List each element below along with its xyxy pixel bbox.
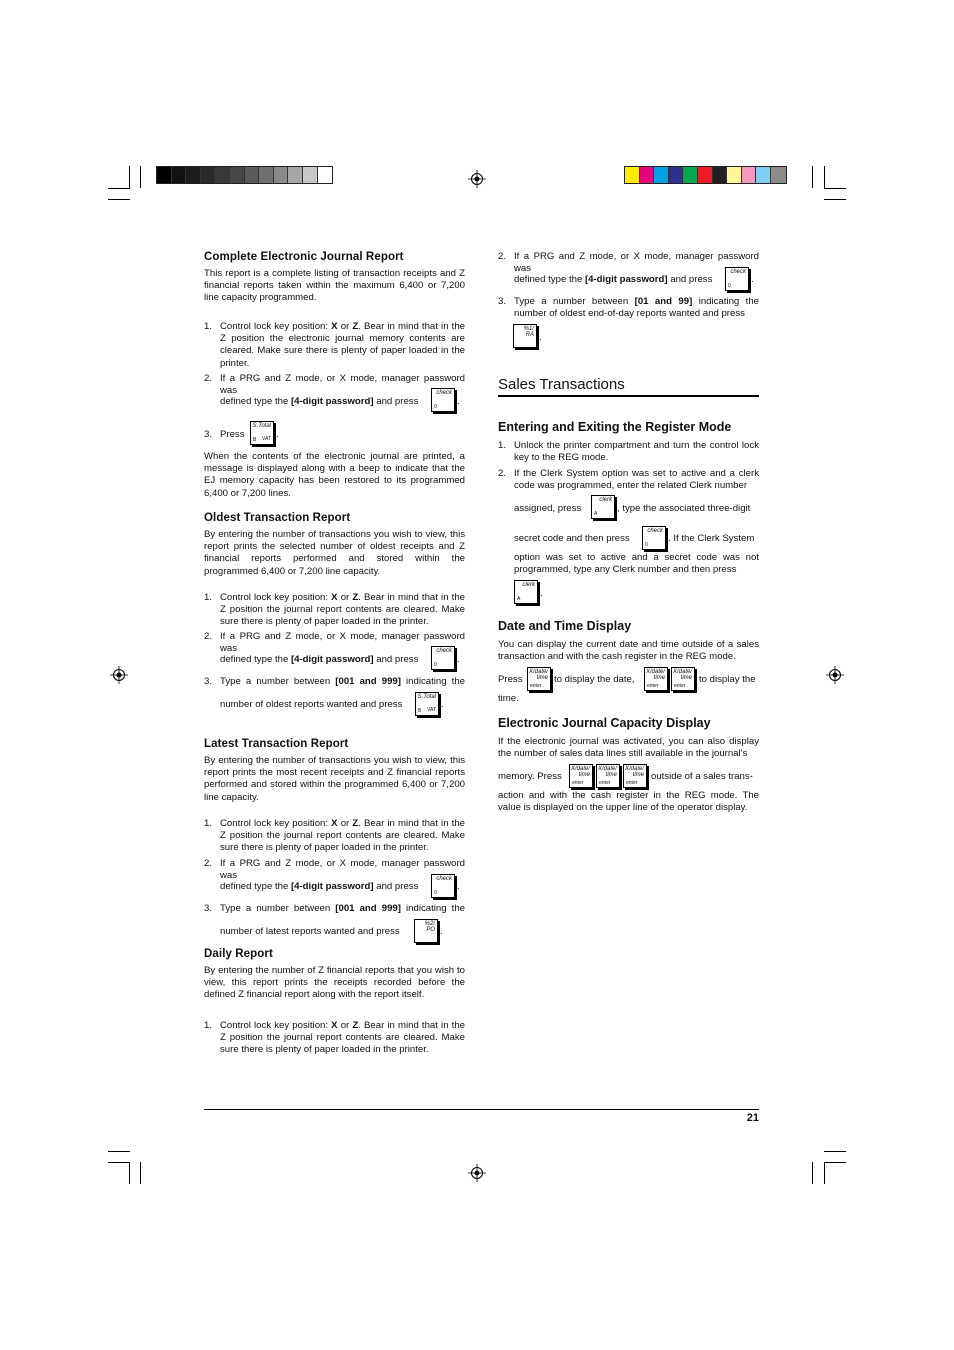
color-swatch <box>654 167 669 183</box>
footer-rule <box>204 1109 759 1110</box>
page-number: 21 <box>746 1112 759 1124</box>
po-key-icon: %2/ PO <box>414 919 438 943</box>
list-item: 3. Press <box>204 429 245 440</box>
crop-mark <box>824 1162 846 1163</box>
crop-mark <box>812 166 813 188</box>
step-text: number of latest reports wanted and press <box>220 926 400 937</box>
check-key-icon: check 0 <box>431 874 455 898</box>
step-text: defined type the [4-digit password] and press <box>220 654 419 665</box>
color-swatch <box>698 167 713 183</box>
step-text: Press <box>498 674 523 685</box>
list-item: 1. Control lock key position: X or Z. Bear in mind that in the Z position the journal report contents are cleared. Make sure there is plenty of paper loaded in the printer. <box>204 818 465 854</box>
step-text: time. <box>498 693 519 704</box>
color-swatch <box>157 167 172 183</box>
section-title-capacity: Electronic Journal Capacity Display <box>498 716 711 730</box>
crop-mark <box>824 199 846 200</box>
clerk-key-icon: clerk A <box>591 495 615 519</box>
color-calibration-bar <box>624 166 787 184</box>
paragraph: By entering the number of transactions you wish to view, this report prints the selected number of oldest receipts and Z financial reports performed and stored within the programmed 6,400 or 7,200 line capacity. <box>204 529 465 577</box>
check-key-icon: check 0 <box>431 646 455 670</box>
color-swatch <box>756 167 771 183</box>
registration-mark-icon <box>468 1164 486 1182</box>
crop-mark <box>129 1162 130 1184</box>
color-swatch <box>771 167 786 183</box>
registration-mark-icon <box>468 170 486 188</box>
section-title-complete-ej: Complete Electronic Journal Report <box>204 251 404 263</box>
paragraph: You can display the current date and time outside of a sales transaction and with the cash register in the REG mode. <box>498 639 759 663</box>
section-title-daily: Daily Report <box>204 948 273 960</box>
color-swatch <box>683 167 698 183</box>
color-swatch <box>186 167 201 183</box>
list-item: 3. Type a number between [01 and 99] indicating the number of oldest end-of-day reports wanted and press <box>498 296 759 320</box>
crop-mark <box>824 188 846 189</box>
color-swatch <box>303 167 318 183</box>
paragraph: When the contents of the electronic journal are printed, a message is displayed along with a beep to indicate that the EJ memory capacity has been restored to its programmed 6,400 or 7,200 lines. <box>204 451 465 499</box>
check-key-icon: check 0 <box>642 526 666 550</box>
crop-mark <box>140 1162 141 1184</box>
date-time-key-icon: X/date/ time enter <box>527 667 551 691</box>
crop-mark <box>140 166 141 188</box>
paragraph: action and with the cash register in the REG mode. The value is displayed on the upper line of the operator display. <box>498 790 759 814</box>
step-text: memory. Press <box>498 771 562 782</box>
registration-mark-icon <box>110 666 128 684</box>
date-time-key-icon: X/date/ time enter <box>644 667 668 691</box>
list-item: 2. If a PRG and Z mode, or X mode, manager password was <box>498 251 759 275</box>
step-text: . If the Clerk System <box>668 533 755 544</box>
section-title-oldest: Oldest Transaction Report <box>204 512 351 524</box>
color-swatch <box>640 167 655 183</box>
registration-mark-icon <box>826 666 844 684</box>
step-text: Control lock key position: X or Z. Bear in mind that in the Z position the electronic journal memory contents are cleared. Make sure there is plenty of paper loaded in the printer. <box>220 321 465 369</box>
paragraph: If the electronic journal was activated, you can also display the number of sales data lines still available in the journal's <box>498 736 759 760</box>
section-title-datetime: Date and Time Display <box>498 619 632 633</box>
step-text: outside of a sales trans- <box>651 771 753 782</box>
crop-mark <box>108 199 130 200</box>
color-swatch <box>172 167 187 183</box>
chapter-title: Sales Transactions <box>498 376 625 393</box>
color-swatch <box>245 167 260 183</box>
color-swatch <box>259 167 274 183</box>
crop-mark <box>108 1162 130 1163</box>
section-title-latest: Latest Transaction Report <box>204 738 349 750</box>
color-swatch <box>713 167 728 183</box>
list-item: 2. If a PRG and Z mode, or X mode, manager password was <box>204 373 465 397</box>
date-time-key-icon: X/date/ time enter <box>623 764 647 788</box>
color-swatch <box>274 167 289 183</box>
color-swatch <box>230 167 245 183</box>
step-text: defined type the [4-digit password] and press <box>220 396 419 407</box>
color-swatch <box>669 167 684 183</box>
list-item: 3. Type a number between [001 and 999] indicating the <box>204 676 465 687</box>
step-text: to display the <box>699 674 756 685</box>
list-item: 2. If the Clerk System option was set to active and a clerk code was programmed, enter the related Clerk number <box>498 468 759 492</box>
crop-mark <box>108 188 130 189</box>
subtotal-key-icon: S.Total B VAT <box>250 421 274 445</box>
chapter-rule <box>498 395 759 397</box>
check-key-icon: check 0 <box>725 267 749 291</box>
step-text: defined type the [4-digit password] and press <box>220 881 419 892</box>
paragraph: By entering the number of Z financial reports that you wish to view, this report prints the receipts recorded before the defined Z financial report along with the report itself. <box>204 965 465 1001</box>
crop-mark <box>129 166 130 188</box>
step-text: option was set to active and a secret code was not programmed, type any Clerk number and then press <box>514 552 759 576</box>
list-item: 1. Control lock key position: X or Z. Bear in mind that in the Z position the journal report contents are cleared. Make sure there is plenty of paper loaded in the printer. <box>204 592 465 628</box>
crop-mark <box>108 1151 130 1152</box>
color-swatch <box>742 167 757 183</box>
crop-mark <box>812 1162 813 1184</box>
step-text: defined type the [4-digit password] and press <box>514 274 713 285</box>
color-swatch <box>288 167 303 183</box>
date-time-key-icon: X/date/ time enter <box>596 764 620 788</box>
color-swatch <box>201 167 216 183</box>
step-text: Control lock key position: X or Z. Bear in mind that in the Z position the journal report contents are cleared. Make sure there is plenty of paper loaded in the printer. <box>220 818 465 854</box>
paragraph: By entering the number of transactions you wish to view, this report prints the most recent receipts and Z financial reports performed and stored within the programmed 6,400 or 7,200 line capacity. <box>204 755 465 803</box>
step-text: to display the date, <box>554 674 635 685</box>
color-swatch <box>318 167 333 183</box>
step-text: number of oldest reports wanted and press <box>220 699 403 710</box>
clerk-key-icon: clerk A <box>514 580 538 604</box>
paragraph: This report is a complete listing of transaction receipts and Z financial reports taken within the maximum 6,400 or 7,200 line capacity programmed. <box>204 268 465 304</box>
list-item: 1. Control lock key position: X or Z. Bear in mind that in the Z position the journal report contents are cleared. Make sure there is plenty of paper loaded in the printer. <box>204 1020 465 1056</box>
color-swatch <box>727 167 742 183</box>
crop-mark <box>824 1162 825 1184</box>
check-key-icon: check 0 <box>431 388 455 412</box>
list-item: 1. Unlock the printer compartment and turn the control lock key to the REG mode. <box>498 440 759 464</box>
grayscale-calibration-bar <box>156 166 333 184</box>
color-swatch <box>625 167 640 183</box>
step-text: Control lock key position: X or Z. Bear in mind that in the Z position the journal report contents are cleared. Make sure there is plenty of paper loaded in the printer. <box>220 592 465 628</box>
list-item: 2. If a PRG and Z mode, or X mode, manager password was <box>204 858 465 882</box>
list-item: 1. Control lock key position: X or Z. Bear in mind that in the Z position the electronic journal memory contents are cleared. Make sure there is plenty of paper loaded in the printer. <box>204 321 465 369</box>
step-text: secret code and then press <box>514 533 630 544</box>
step-text: Control lock key position: X or Z. Bear in mind that in the Z position the journal report contents are cleared. Make sure there is plenty of paper loaded in the printer. <box>220 1020 465 1056</box>
step-text: assigned, press <box>514 503 582 514</box>
date-time-key-icon: X/date/ time enter <box>569 764 593 788</box>
list-item: 3. Type a number between [001 and 999] indicating the <box>204 903 465 914</box>
list-item: 2. If a PRG and Z mode, or X mode, manager password was <box>204 631 465 655</box>
ra-key-icon: %1/ RA <box>513 324 537 348</box>
date-time-key-icon: X/date/ time enter <box>671 667 695 691</box>
section-title-entering: Entering and Exiting the Register Mode <box>498 420 732 434</box>
color-swatch <box>215 167 230 183</box>
crop-mark <box>824 166 825 188</box>
subtotal-key-icon: S.Total B VAT <box>415 692 439 716</box>
step-text: , type the associated three-digit <box>617 503 751 514</box>
crop-mark <box>824 1151 846 1152</box>
